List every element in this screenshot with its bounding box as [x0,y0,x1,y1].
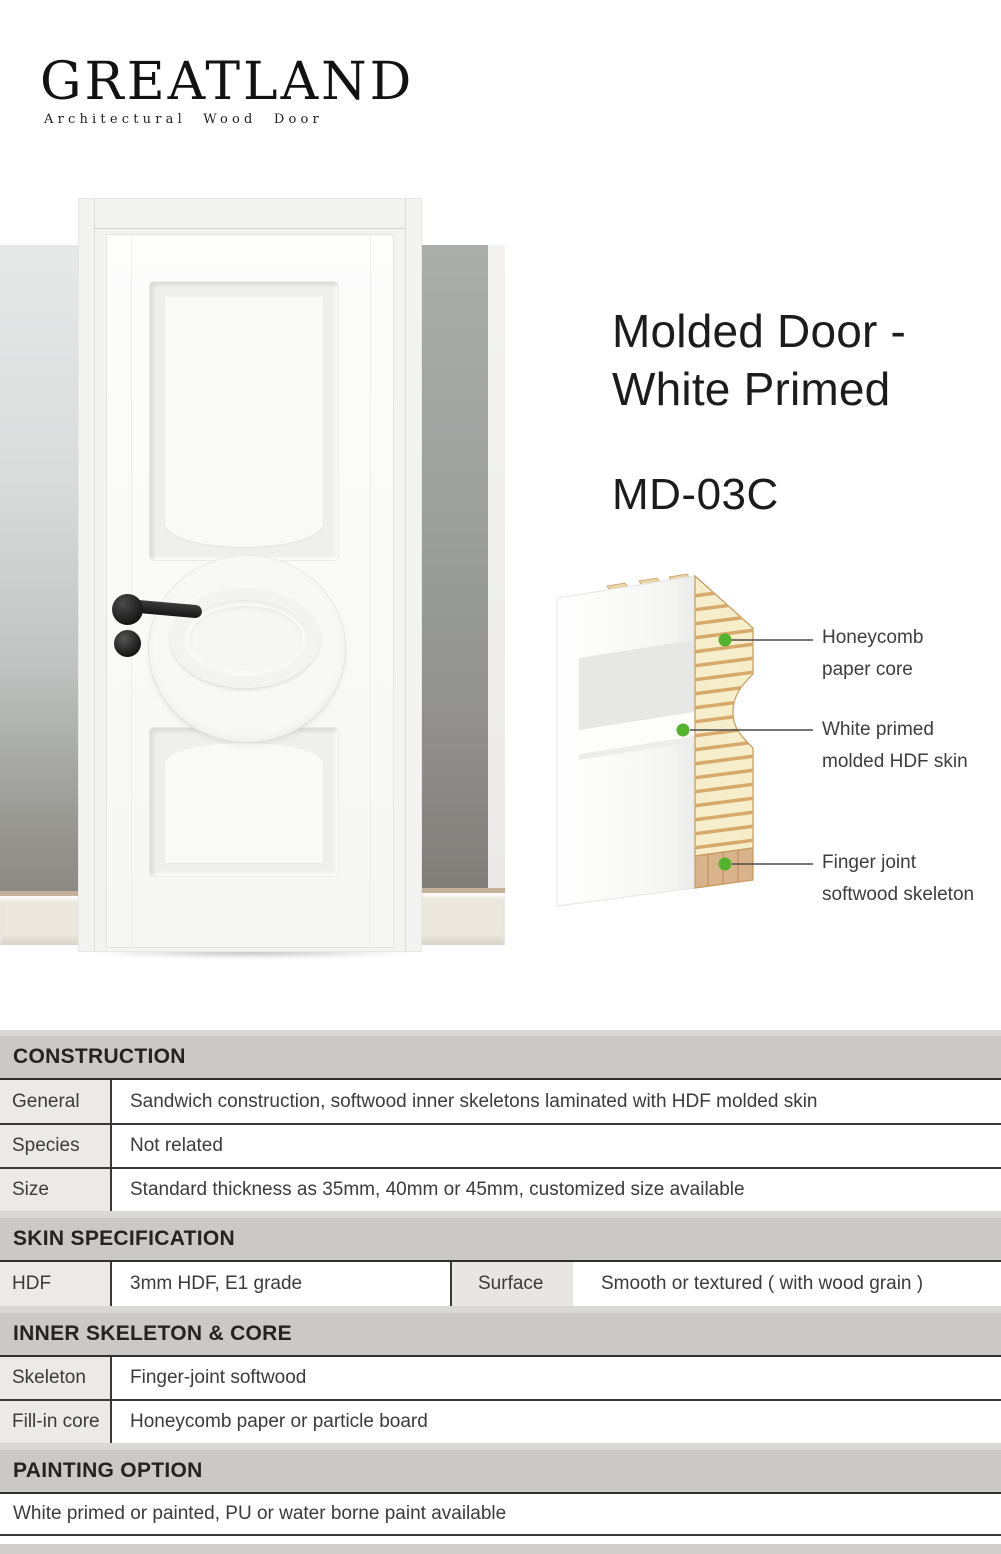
spec-row-skeleton [0,1357,1001,1401]
door-bottom-panel-field [165,743,323,863]
label-skin-line1: White primed [822,719,934,740]
brand-tagline: Architectural Wood Door [44,112,323,127]
section-header-skin [0,1218,1001,1262]
frame-groove-right [405,198,406,952]
row-value: Honeycomb paper or particle board [130,1411,428,1432]
wall-right [418,245,488,945]
row-value-surface: Smooth or textured ( with wood grain ) [601,1273,924,1294]
row-value: White primed or painted, PU or water borne paint available [13,1503,507,1524]
label-skin [822,714,968,778]
section-title: INNER SKELETON & CORE [13,1322,292,1345]
door-oval-center [190,606,302,670]
label-skeleton [822,847,974,911]
door-photo [0,190,505,1015]
spec-row-painting [0,1494,1001,1536]
door-stile-line-left [131,235,132,949]
row-value: Standard thickness as 35mm, 40mm or 45mm, customized size available [130,1179,745,1200]
spec-table [0,1030,1001,1536]
spec-row-species [0,1125,1001,1169]
dot-skin [677,724,690,737]
row-label: Size [0,1169,112,1211]
dot-skeleton [719,858,732,871]
cross-section-diagram [545,562,817,914]
product-model: MD-03C [612,470,779,519]
product-title-line2: White Primed [612,363,891,415]
row-value: Finger-joint softwood [130,1367,307,1388]
door-top-panel [150,282,338,560]
brand-name: GREATLAND [40,52,415,112]
section-header-skeleton [0,1313,1001,1357]
wall-right-edge [488,245,505,945]
brand-logo [40,52,415,127]
frame-groove-top [94,228,406,229]
section-divider [0,1443,1001,1450]
section-divider [0,1306,1001,1313]
door-bottom-panel [150,728,338,876]
section-title: SKIN SPECIFICATION [13,1227,236,1250]
label-skin-line2: molded HDF skin [822,751,968,772]
dot-honeycomb [719,634,732,647]
row-label: Fill-in core [0,1401,112,1443]
row-label: Skeleton [0,1357,112,1399]
section-header-construction [0,1036,1001,1080]
wall-left [0,245,80,945]
spec-row-skin [0,1262,1001,1306]
door-stile-line-right [370,235,371,949]
spec-row-fillin-core [0,1401,1001,1443]
row-label: General [0,1080,112,1123]
row-value: Not related [130,1135,223,1156]
section-title: CONSTRUCTION [13,1045,186,1068]
row-value: Sandwich construction, softwood inner skeletons laminated with HDF molded skin [130,1090,818,1112]
section-divider [0,1211,1001,1218]
page-bottom-strip [0,1544,1001,1554]
row-label: Species [0,1125,112,1167]
door-lock-knob [114,630,141,657]
label-skeleton-line2: softwood skeleton [822,884,975,905]
label-honeycomb-line2: paper core [822,659,913,680]
product-title [612,302,972,418]
frame-groove-left [94,198,95,952]
label-honeycomb-line1: Honeycomb [822,627,924,648]
baseboard-right [418,888,505,945]
door-handle-rosette [112,594,143,625]
door-top-panel-field [165,297,323,547]
product-title-line1: Molded Door - [612,305,907,357]
label-honeycomb [822,622,923,686]
row-label: HDF [0,1262,112,1306]
section-title: PAINTING OPTION [13,1459,203,1482]
spec-row-general [0,1080,1001,1125]
section-header-painting [0,1450,1001,1494]
row-label-surface: Surface [452,1262,573,1306]
baseboard-left [0,891,80,945]
spec-row-size [0,1169,1001,1211]
label-skeleton-line1: Finger joint [822,852,916,873]
row-value: 3mm HDF, E1 grade [112,1262,452,1306]
